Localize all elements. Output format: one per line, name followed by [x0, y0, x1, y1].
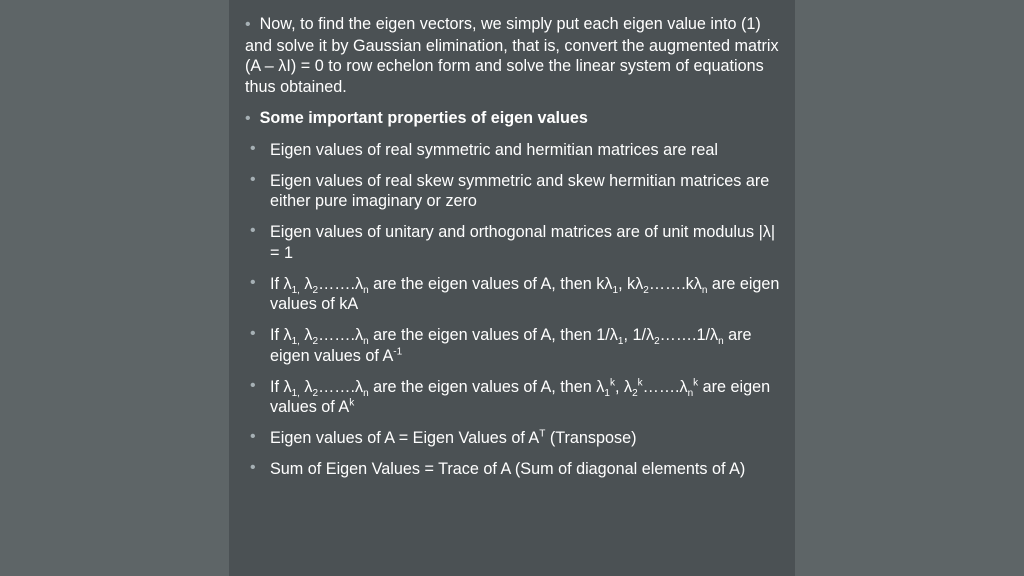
property-text: Eigen values of real symmetric and hermitian matrices are real [270, 140, 719, 159]
properties-heading-bullet [245, 108, 785, 130]
bullet-icon: • [250, 428, 256, 445]
property-text: If $\lambda_{1,}$ $\lambda_2\dots\dots.\lambda_n$ are the eigen values of A, then $\lambda_1^k$, $\lambda_2^k\dots\dots.\lambda_n^k$ are eigen values of $A^k$ [270, 377, 771, 416]
bullet-icon: • [245, 109, 251, 127]
slide-content [245, 14, 785, 490]
intro-bullet [245, 14, 785, 97]
property-text: If $\lambda_{1,}$ $\lambda_2\dots\dots.\lambda_n$ are the eigen values of A, then $k\lambda_1$, $k\lambda_2\dots\dots.k\lambda_n$ are eigen values of kA [270, 274, 780, 313]
property-item-5 [250, 325, 785, 366]
property-text: Eigen values of real skew symmetric and skew hermitian matrices are either pure imaginary or zero [270, 171, 770, 210]
property-text: Eigen values of unitary and orthogonal matrices are of unit modulus |λ| = 1 [270, 223, 776, 262]
bullet-icon: • [250, 222, 256, 239]
bullet-icon: • [250, 273, 256, 291]
intro-text: Now, to find the eigen vectors, we simply put each eigen value into (1) and solve it by Gaussian elimination, that is, convert the augmented matrix (A – λI) = 0 to row echelon form and solve the linear system of equations thus obtained. [245, 15, 779, 96]
bullet-icon: • [250, 139, 256, 157]
bullet-icon: • [250, 376, 256, 394]
property-item-8 [250, 459, 785, 480]
property-item-2 [250, 171, 785, 212]
property-item-7 [250, 428, 785, 449]
property-item-1 [250, 140, 785, 161]
property-item-3 [250, 222, 785, 263]
property-text: Eigen values of A = Eigen Values of $A^T$ (Transpose) [270, 428, 637, 447]
property-item-4 [250, 274, 785, 315]
properties-heading: Some important properties of eigen values [259, 108, 588, 127]
bullet-icon: • [250, 459, 256, 476]
bullet-icon: • [250, 325, 256, 342]
property-text: If $\lambda_{1,}$ $\lambda_2\dots\dots.\lambda_n$ are the eigen values of A, then $1/\lambda_1$, $1/\lambda_2\dots\dots.1/\lambda_n$ are eigen values of $A^{-1}$ [270, 326, 752, 365]
property-text: Sum of Eigen Values = Trace of A (Sum of diagonal elements of A) [270, 460, 746, 478]
bullet-icon: • [245, 16, 251, 33]
property-item-6 [250, 377, 785, 418]
bullet-icon: • [250, 170, 256, 188]
